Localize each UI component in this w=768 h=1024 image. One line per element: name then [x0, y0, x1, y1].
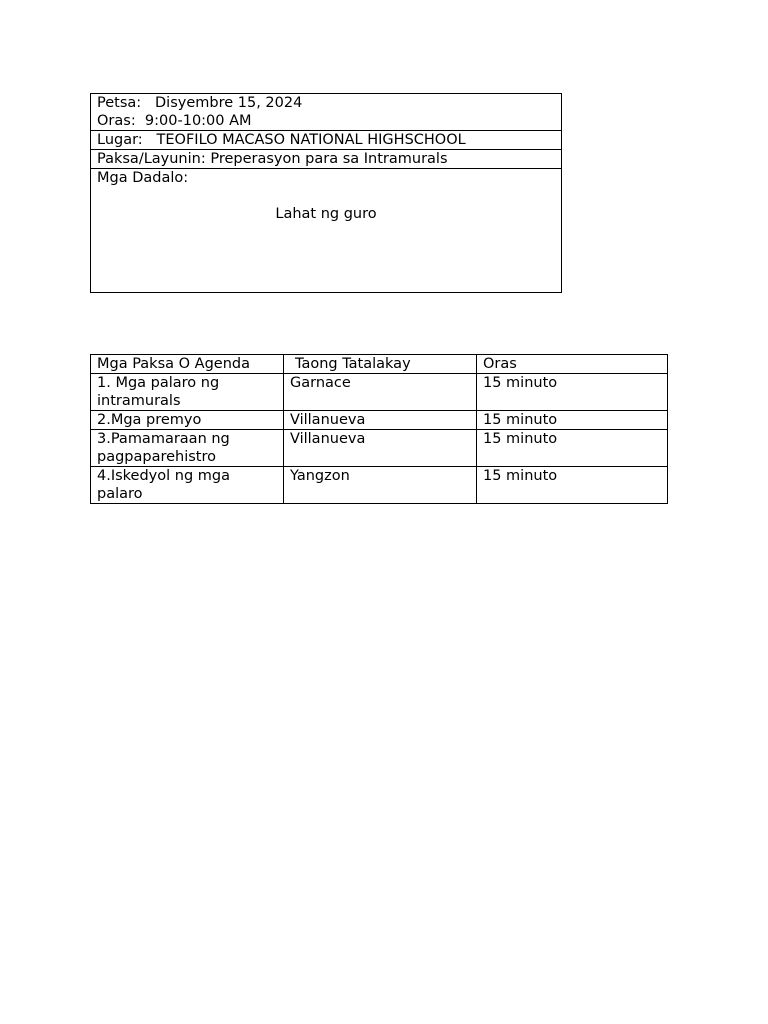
topic-label: Paksa/Layunin:	[97, 151, 206, 167]
venue-label: Lugar:	[97, 132, 143, 148]
date-label: Petsa:	[97, 95, 142, 111]
topic-value: Preperasyon para sa Intramurals	[210, 151, 448, 167]
agenda-topic-cell: 4.Iskedyol ng mga palaro	[91, 467, 284, 504]
table-row	[91, 374, 668, 411]
time-value: 9:00-10:00 AM	[144, 113, 252, 129]
agenda-topic-cell: 3.Pamamaraan ng pagpaparehistro	[91, 430, 284, 467]
date-time-row	[91, 94, 562, 131]
venue-cell	[91, 131, 562, 150]
agenda-header-row	[91, 355, 668, 374]
attendees-label: Mga Dadalo:	[97, 170, 189, 186]
agenda-topic-cell: 1. Mga palaro ng intramurals	[91, 374, 284, 411]
topic-row	[91, 150, 562, 169]
meeting-info-table	[90, 93, 562, 293]
date-line	[97, 94, 555, 112]
agenda-time-cell: 15 minuto	[477, 467, 668, 504]
topic-line	[97, 150, 555, 168]
agenda-person-cell: Yangzon	[284, 467, 477, 504]
table-row	[91, 467, 668, 504]
date-value: Disyembre 15, 2024	[155, 95, 303, 111]
agenda-header-person	[284, 355, 477, 374]
agenda-table	[90, 354, 668, 504]
topic-cell	[91, 150, 562, 169]
date-time-cell	[91, 94, 562, 131]
table-row	[91, 411, 668, 430]
attendees-cell	[91, 169, 562, 293]
agenda-time-cell: 15 minuto	[477, 374, 668, 411]
agenda-topic-cell: 2.Mga premyo	[91, 411, 284, 430]
agenda-header-topic: Mga Paksa O Agenda	[91, 355, 284, 374]
attendees-row	[91, 169, 562, 293]
venue-line	[97, 131, 555, 149]
time-label: Oras:	[97, 113, 136, 129]
time-line	[97, 112, 555, 130]
agenda-person-cell: Garnace	[284, 374, 477, 411]
agenda-person-cell: Villanueva	[284, 430, 477, 467]
venue-row	[91, 131, 562, 150]
venue-value: TEOFILO MACASO NATIONAL HIGHSCHOOL	[156, 132, 466, 148]
agenda-header-time: Oras	[477, 355, 668, 374]
agenda-time-cell: 15 minuto	[477, 430, 668, 467]
agenda-header-person-label: Taong Tatalakay	[295, 356, 411, 372]
agenda-person-cell: Villanueva	[284, 411, 477, 430]
attendees-value: Lahat ng guro	[275, 206, 377, 222]
agenda-time-cell: 15 minuto	[477, 411, 668, 430]
table-row	[91, 430, 668, 467]
